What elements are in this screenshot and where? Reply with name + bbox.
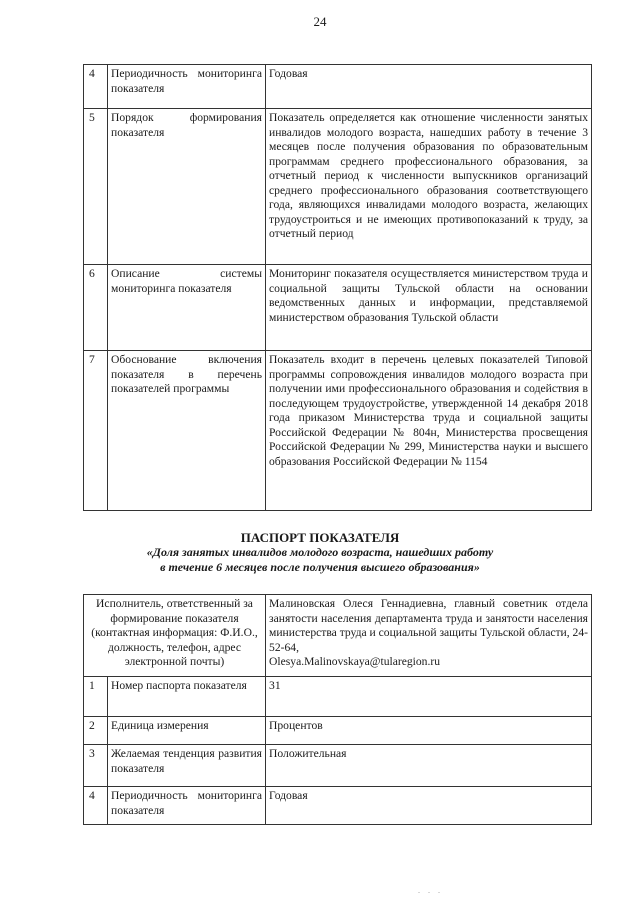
row-number: 5 bbox=[84, 109, 108, 265]
row-label: Периодичность мониторинга показателя bbox=[108, 787, 266, 825]
passport-subtitle-line1: «Доля занятых инвалидов молодого возраста, нашедших работу bbox=[146, 545, 494, 559]
table-row bbox=[84, 265, 592, 351]
executor-label: Исполнитель, ответственный за формирование показателя (контактная информация: Ф.И.О., должность, телефон, адрес электронной почты) bbox=[84, 595, 266, 677]
page-number: 24 bbox=[313, 14, 327, 29]
executor-row bbox=[84, 595, 592, 677]
table-row bbox=[84, 65, 592, 109]
row-label: Обоснование включения показателя в перечень показателей программы bbox=[108, 351, 266, 511]
executor-details: Малиновская Олеся Геннадиевна, главный советник отдела занятости населения департамента труда и занятости населения министерства труда и социальной защиты Тульской области, 24-52-64, bbox=[269, 597, 589, 654]
row-number: 6 bbox=[84, 265, 108, 351]
passport-subtitle-line2: в течение 6 месяцев после получения высшего образования» bbox=[160, 560, 480, 574]
row-value: Показатель входит в перечень целевых показателей Типовой программы сопровождения инвалидов молодого возраста при получении ими профессионального образования и содействия в последующем трудоустройстве, утвержденной 14 декабря 2018 года приказом Министерства труда и социальной защиты Российской Федерации № 804н, Министерства просвещения Российской Федерации № 299, Министерства науки и высшего образования Российской Федерации № 1154 bbox=[266, 351, 592, 511]
table-row bbox=[84, 717, 592, 745]
table-row bbox=[84, 109, 592, 265]
row-label: Номер паспорта показателя bbox=[108, 677, 266, 717]
row-label: Описание системы мониторинга показателя bbox=[108, 265, 266, 351]
row-number: 4 bbox=[84, 787, 108, 825]
passport-table bbox=[83, 594, 592, 825]
row-value: 31 bbox=[266, 677, 592, 717]
row-label: Периодичность мониторинга показателя bbox=[108, 65, 266, 109]
table-row bbox=[84, 745, 592, 787]
executor-email: Olesya.Malinovskaya@tularegion.ru bbox=[269, 655, 441, 668]
indicator-table-continued bbox=[83, 64, 592, 511]
passport-title: ПАСПОРТ ПОКАЗАТЕЛЯ bbox=[240, 530, 400, 545]
row-number: 7 bbox=[84, 351, 108, 511]
row-number: 1 bbox=[84, 677, 108, 717]
executor-value bbox=[266, 595, 592, 677]
passport-heading bbox=[60, 530, 580, 575]
table-row bbox=[84, 677, 592, 717]
footer-mark: . . . bbox=[418, 886, 443, 895]
row-value: Годовая bbox=[266, 65, 592, 109]
row-number: 2 bbox=[84, 717, 108, 745]
row-value: Мониторинг показателя осуществляется министерством труда и социальной защиты Тульской области на основании ведомственных данных и информации, представляемой министерством образования Тульской области bbox=[266, 265, 592, 351]
row-value: Показатель определяется как отношение численности занятых инвалидов молодого возраста, нашедших работу в течение 3 месяцев после получения образования по образовательным программам среднего профессионального образования, за отчетный период к численности выпускников организаций среднего профессионального образования соответствующего года, являющихся инвалидами молодого возраста, желающих трудоустроиться и не имеющих противопоказаний к труду, за отчетный период bbox=[266, 109, 592, 265]
row-label: Желаемая тенденция развития показателя bbox=[108, 745, 266, 787]
table-row bbox=[84, 351, 592, 511]
row-number: 4 bbox=[84, 65, 108, 109]
row-value: Положительная bbox=[266, 745, 592, 787]
row-label: Порядок формирования показателя bbox=[108, 109, 266, 265]
row-value: Годовая bbox=[266, 787, 592, 825]
row-number: 3 bbox=[84, 745, 108, 787]
table-row bbox=[84, 787, 592, 825]
row-value: Процентов bbox=[266, 717, 592, 745]
row-label: Единица измерения bbox=[108, 717, 266, 745]
